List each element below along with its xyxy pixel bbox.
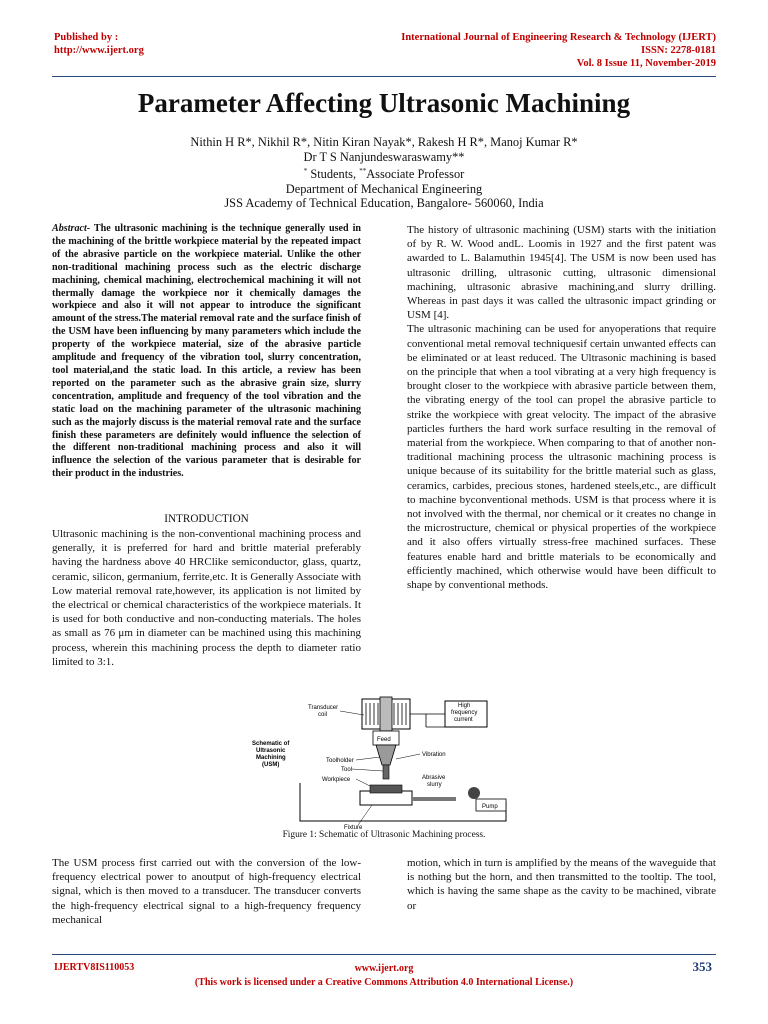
horn [376, 745, 396, 765]
authors-line-1: Nithin H R*, Nikhil R*, Nitin Kiran Nayak*, Rakesh H R*, Manoj Kumar R* [190, 135, 578, 149]
abstract-text: The ultrasonic machining is the technique generally used in the machining of the brittle workpiece material by the repeated impact of the abrasive particle on the workpiece material. Unlike the other non-traditional machining process such as the electric discharge machining, chemical machining, electrochemical machining it will not thermally damage the workpiece nor it chemically damages the workpiece and also it will not appear to introduce the significant amount of the stress.The material removal rate and the surface finish of the USM have been influencing by many parameters which include the property of the workpiece material, size of the abrasive particle amplitude and frequency of the vibration tool, slurry concentration, tool material,and the static load. In this article, a review has been reported on the parameter such as the abrasive grain size, slurry concentration, amplitude and frequency of the tool vibration and the static load on the machining parameter of the ultrasonic machining such as the majorly discuss is the material removal rate and the surface finish these parameters are definitely would influence the selection of the different non-traditional machining process and also it will influence the selection of the various parameter that is desirable for their product in the industries. [52, 223, 361, 480]
role-professor: Associate Professor [366, 167, 465, 182]
authors-line-2: Dr T S Nanjundeswaraswamy** [303, 149, 465, 164]
slurry-pipe [412, 797, 456, 801]
footer-divider [52, 954, 716, 955]
pump-motor [468, 787, 480, 799]
volume-issue: Vol. 8 Issue 11, November-2019 [576, 58, 716, 69]
feed-label: Feed [377, 737, 391, 743]
introduction-text: Ultrasonic machining is the non-conventional machining process and generally, it is preferred for hard and brittle material preferably having the hardness above 40 HRClike semiconductor, glass, quartz, ceramic, silicon, germanium, ferrite,etc. It is Generally Associate with Low material removal rate,however, its application is not limited by the electrical or chemical characteristics of the workpiece materials. It is used for both conductive and non-conducting materials. The holes as small as 76 μm in diameter can be machined using this machining process, wherein this machining process the depth to diameter ratio limited to 3:1. [52, 528, 361, 668]
workpiece [370, 785, 402, 793]
transducer-label-1: Transducer [308, 705, 339, 711]
transducer-label [308, 705, 338, 718]
publisher-block [54, 31, 144, 57]
history-paragraph: The history of ultrasonic machining (USM) starts with the initiation of by R. W. Wood andL. Loomis in 1927 and the first patent was awarded to L. Balamuthin 1945[4]. The USM is now been used has ultrasonic drilling, ultrasonic cutting, ultrasonic dimensional machining, ultrasonic abrasive machining,and slurry drilling. Whereas in past days it was called the ultrasonic impact grinding or USM [4]. [407, 224, 716, 322]
figure-caption: Figure 1: Schematic of Ultrasonic Machining process. [282, 830, 486, 840]
license-notice: (This work is licensed under a Creative Commons Attribution 4.0 International License.) [194, 977, 574, 988]
transducer-core [380, 697, 392, 731]
transducer-leader [340, 711, 364, 715]
figure-title-line-2: Ultrasonic [256, 748, 286, 754]
figure-title-line-4: (USM) [262, 762, 280, 768]
journal-name: International Journal of Engineering Research & Technology (IJERT) [401, 32, 716, 43]
role-marker-1: * [303, 167, 308, 175]
tool [383, 765, 389, 779]
hf-label-3: current [454, 717, 473, 723]
paper-title: Parameter Affecting Ultrasonic Machining [137, 88, 631, 118]
author-roles [0, 164, 768, 182]
toolholder-label: Toolholder [326, 758, 354, 764]
abstract [52, 223, 361, 481]
figure-title-line-1: Schematic of [252, 741, 290, 747]
role-students: Students, [307, 167, 360, 182]
transducer-label-2: coil [318, 712, 328, 718]
tool-label: Tool [341, 767, 353, 773]
hf-label-1: High [458, 703, 471, 709]
introduction-heading: INTRODUCTION [164, 513, 249, 525]
journal-block [401, 31, 716, 70]
issn: ISSN: 2278-0181 [641, 45, 716, 56]
fixture-label: Fixture [344, 825, 363, 831]
institution: JSS Academy of Technical Education, Bangalore- 560060, India [224, 196, 544, 211]
paper-id: IJERTV8IS110053 [54, 962, 135, 973]
fixture-leader [358, 805, 372, 825]
tool-leader [352, 769, 383, 771]
right-column [407, 223, 716, 592]
workpiece-label: Workpiece [322, 777, 351, 783]
footer-center [0, 962, 768, 990]
footer-url-link[interactable]: www.ijert.org [354, 963, 414, 974]
figure-title [252, 741, 290, 768]
publisher-url-link[interactable]: http://www.ijert.org [54, 45, 144, 56]
role-marker-2: ** [359, 167, 367, 175]
abstract-label: Abstract- [52, 223, 91, 234]
usm-process-text-right: motion, which in turn is amplified by the means of the waveguide that is nothing but the horn, and then transmitted to the tooltip. The tool, which is having the same shape as the cavity to be machined, vibrate or [407, 857, 716, 912]
author-block [0, 135, 768, 211]
abrasive-label-2: slurry [427, 782, 442, 788]
page-number: 353 [692, 959, 712, 974]
abrasive-label-1: Abrasive [422, 775, 446, 781]
toolholder-leader [356, 757, 380, 760]
workpiece-leader [356, 779, 372, 787]
vibration-label: Vibration [422, 752, 446, 758]
vibration-leader [396, 754, 420, 759]
hf-label-2: frequency [451, 710, 478, 716]
published-by-label: Published by : [54, 32, 119, 43]
usm-process-text-left: The USM process first carried out with the conversion of the low-frequency electrical power to anoutput of high-frequency electrical signal, which is then moved to a transducer. The transducer converts the high-frequency electrical signal to a high-frequency frequency mechanical [52, 857, 361, 926]
department: Department of Mechanical Engineering [285, 181, 483, 196]
figure-title-line-3: Machining [256, 755, 286, 761]
pump-label: Pump [482, 804, 498, 810]
usm-schematic-figure [240, 693, 530, 831]
principle-paragraph: The ultrasonic machining can be used for anyoperations that require conventional metal removal techniquesif certain unwanted effects can be eliminated or at least reduced. The Ultrasonic machining is based on the principle that when a tool vibrating at a very high frequency is brought closer to the workpiece with abrasive particle between them, the vibrating energy of the tool can propel the abrasive particle to strike the workpiece with great velocity. The impact of the abrasive particles furthers the hard work surface resulting in the removal of material from the workpiece. When comparing to that of another non-traditional machining process the ultrasonic machining process is unique because of its suitability for the brittle material such as glass, ceramics, carbides, precious stones, hardened steels,etc., are difficult to machine byconventional methods. USM is that process where it is not involved with the thermal, nor chemical or it creates no change in the microstructure, chemical or physical properties of the workpiece and it also offers virtually stress-free machined surfaces. These features enable hard and brittle materials to be economically and efficiently machined, which otherwise would have been difficult to shape by conventional methods. [407, 323, 716, 592]
header-divider [52, 76, 716, 77]
